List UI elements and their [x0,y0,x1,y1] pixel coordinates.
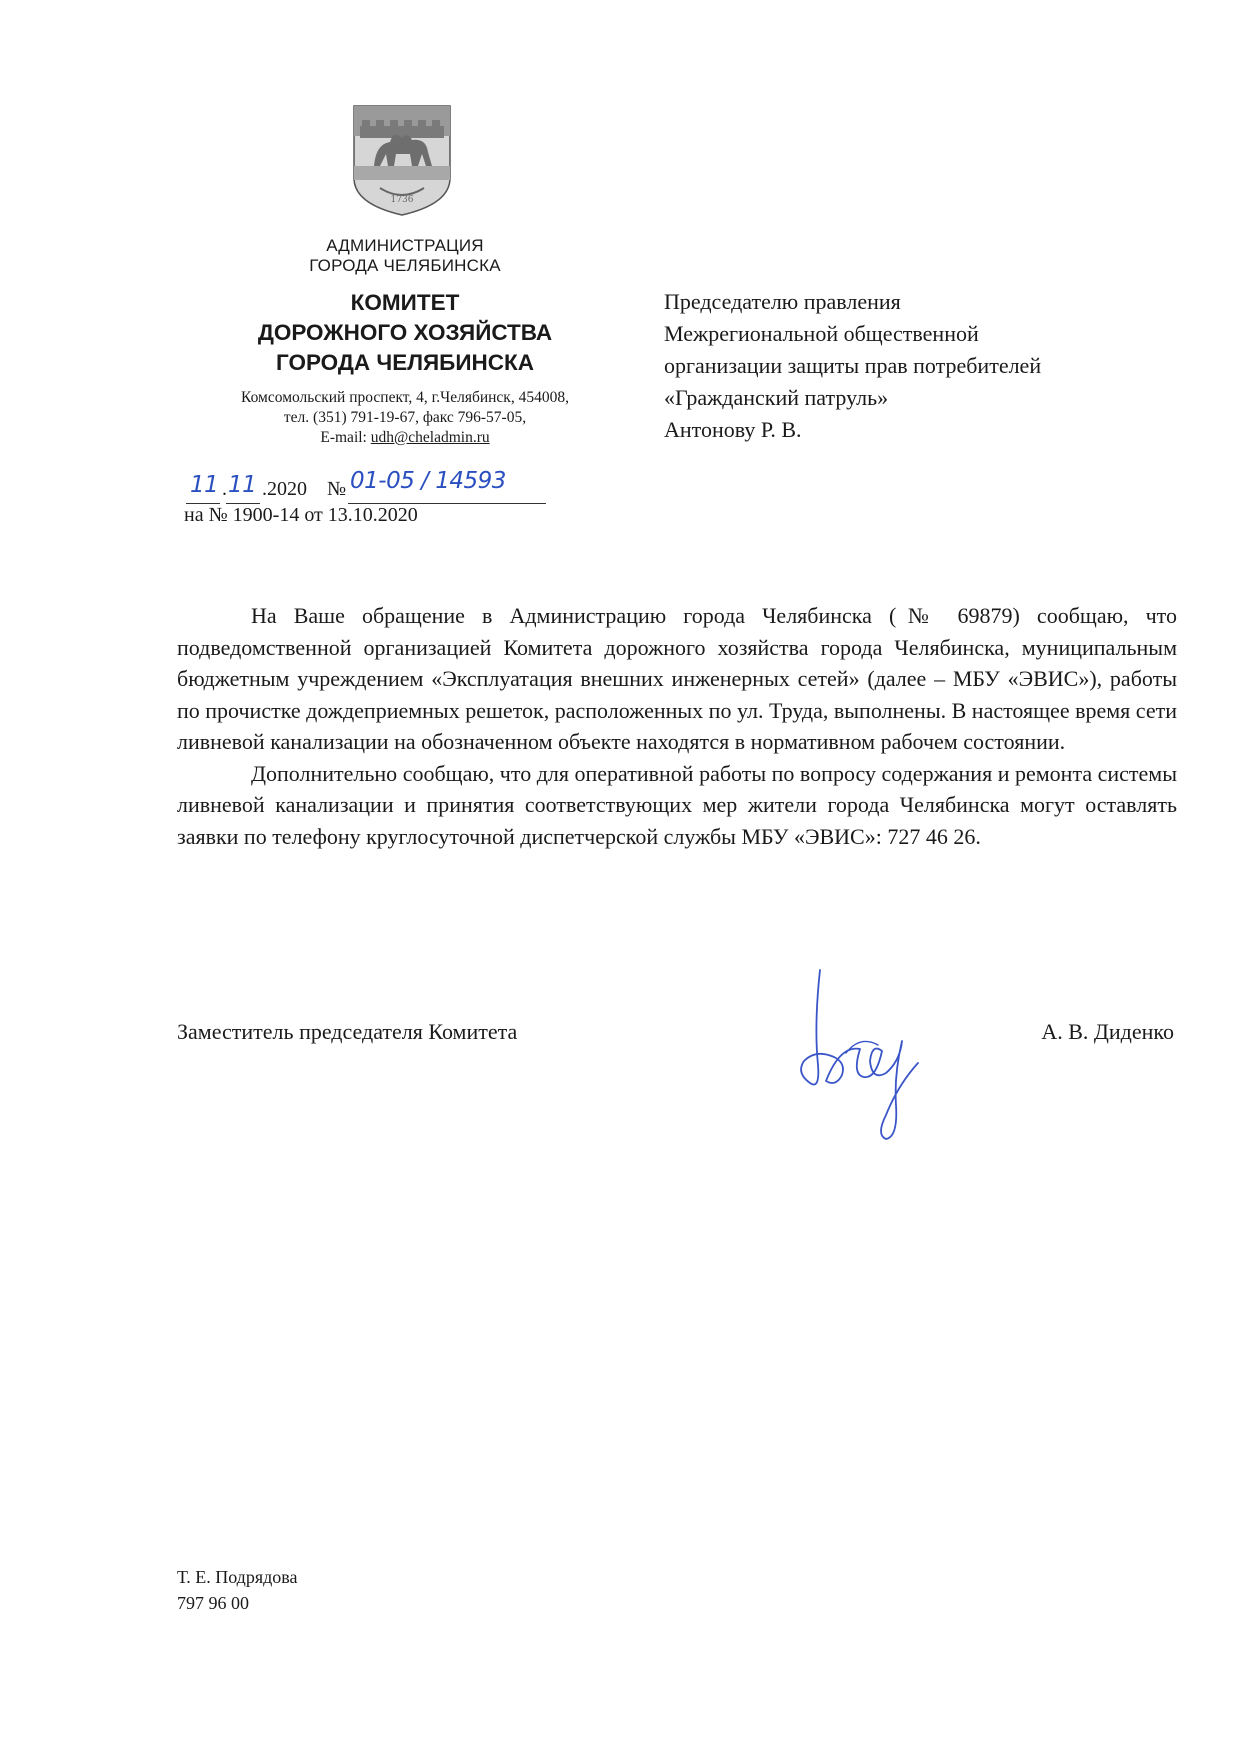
registration-line [190,468,570,506]
executor-block [177,1564,298,1616]
reg-number: 01-05 / 14593 [350,468,506,494]
addressee-line-5: Антонову Р. В. [664,417,802,442]
email-line [170,428,640,448]
email-link[interactable]: udh@cheladmin.ru [370,429,490,446]
administration-line-1: АДМИНИСТРАЦИЯ [326,236,484,255]
committee-line-3: ГОРОДА ЧЕЛЯБИНСКА [275,350,534,375]
addressee-line-2: Межрегиональной общественной [664,321,979,346]
reg-number-label: № [327,478,347,500]
email-label: E-mail: [320,429,371,446]
body-paragraph-2: Дополнительно сообщаю, что для оперативной работы по вопросу содержания и ремонта системы ливневой канализации и принятия соответствующих мер жители города Челябинска могут оставлять заявки по телефону круглосуточной диспетчерской службы МБУ «ЭВИС»: 727 46 26. [177,760,1177,849]
addressee-line-4: «Гражданский патруль» [664,385,889,410]
handwritten-signature-icon [790,965,930,1145]
executor-phone: 797 96 00 [177,1593,249,1613]
reg-day: 11 [190,472,219,498]
addressee-line-1: Председателю правления [664,289,901,314]
reg-month: 11 [228,472,257,498]
letterhead [170,236,640,448]
reference-line: на № 1900-14 от 13.10.2020 [184,504,418,526]
committee-title [170,288,640,378]
committee-line-2: ДОРОЖНОГО ХОЗЯЙСТВА [257,320,553,345]
executor-name: Т. Е. Подрядова [177,1567,298,1587]
reg-dot: . [222,478,227,500]
committee-line-1: КОМИТЕТ [350,290,460,315]
reg-year: .2020 [262,478,307,500]
phone-line: тел. (351) 791-19-67, факс 796-57-05, [283,409,527,426]
contact-block [170,388,640,448]
coat-of-arms-icon [350,104,454,217]
svg-text:1736: 1736 [390,195,414,205]
address-line: Комсомольский проспект, 4, г.Челябинск, 454008, [241,389,569,406]
administration-line-2: ГОРОДА ЧЕЛЯБИНСКА [309,256,501,275]
addressee-block [664,286,1184,446]
letter-body [177,600,1177,852]
addressee-line-3: организации защиты прав потребителей [664,353,1042,378]
body-paragraph-1: На Ваше обращение в Администрацию города Челябинска (№ 69879) сообщаю, что подведомственной организацией Комитета дорожного хозяйства города Челябинска, муниципальным бюджетным учреждением «Эксплуатация внешних инженерных сетей» (далее – МБУ «ЭВИС»), работы по прочистке дождеприемных решеток, расположенных по ул. Труда, выполнены. В настоящее время сети ливневой канализации на обозначенном объекте находятся в нормативном рабочем состоянии. [177,603,1177,754]
signer-title: Заместитель председателя Комитета [177,1019,518,1044]
signer-name: А. В. Диденко [1041,1019,1174,1044]
